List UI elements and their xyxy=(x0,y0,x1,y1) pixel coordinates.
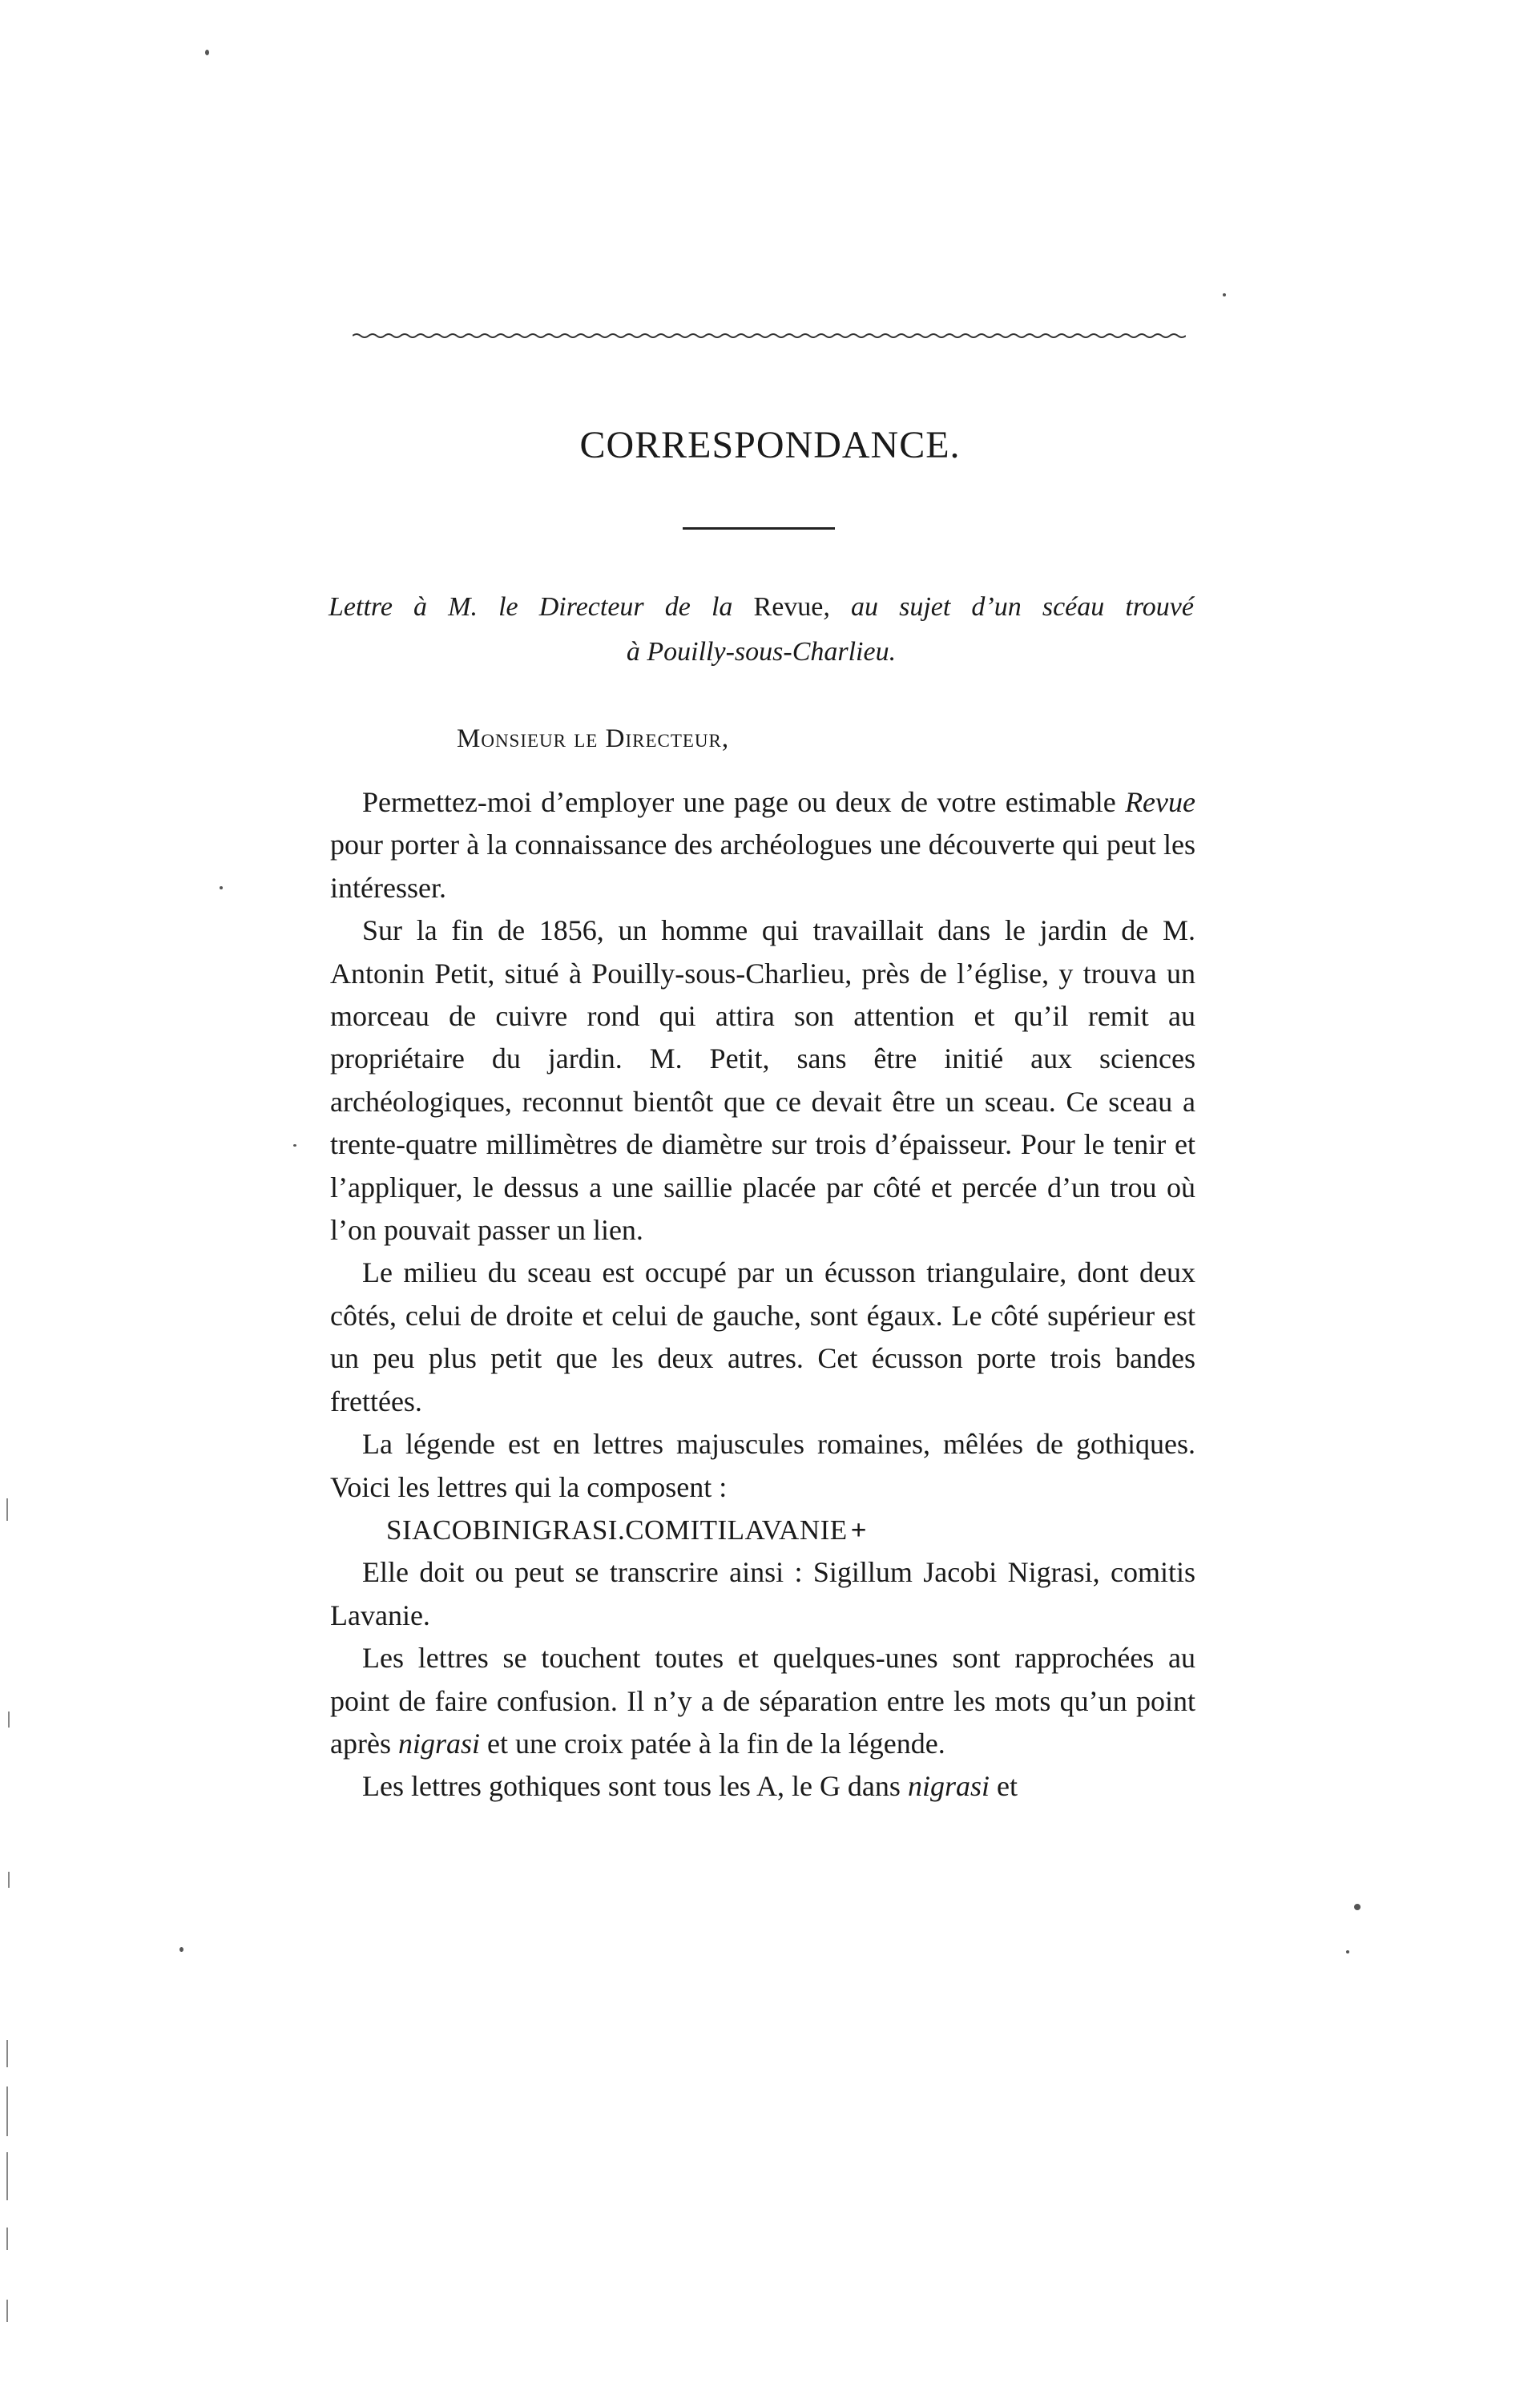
margin-mark xyxy=(6,2228,8,2250)
paragraph xyxy=(330,1637,1195,1765)
paragraph-text: Permettez-moi d’employer une page ou deux de votre estimable xyxy=(362,786,1126,818)
paragraph xyxy=(330,1423,1195,1509)
paragraph-text: Le milieu du sceau est occupé par un écusson triangulaire, dont deux côtés, celui de droite et celui de gauche, sont égaux. Le côté supérieur est un peu plus petit que les deux autres. Cet écusson porte trois bandes frettées. xyxy=(330,1256,1195,1417)
margin-mark xyxy=(6,2152,8,2200)
paragraph-text: Sur la fin de 1856, un homme qui travaillait dans le jardin de M. Antonin Petit, situé à Pouilly-sous-Charlieu, près de l’église, y trouva un morceau de cuivre rond qui attira son attention et qu’il remit au propriétaire du jardin. M. Petit, sans être initié aux sciences archéologiques, reconnut bientôt que ce devait être un sceau. Ce sceau a trente-quatre millimètres de diamètre sur trois d’épaisseur. Pour le tenir et l’appliquer, le dessus a une saillie placée par côté et percée d’un trou où l’on pouvait passer un lien. xyxy=(330,914,1195,1247)
cross-patee-icon: + xyxy=(850,1514,868,1546)
paragraph xyxy=(330,909,1195,1252)
paragraph-text-italic: nigrasi xyxy=(397,1727,480,1760)
margin-mark xyxy=(6,2300,8,2322)
paragraph xyxy=(330,1765,1195,1808)
paragraph-text: et une croix patée à la fin de la légende. xyxy=(480,1727,945,1760)
letter-heading xyxy=(329,585,1194,675)
page-title: CORRESPONDANCE. xyxy=(579,424,961,466)
scan-speck xyxy=(1346,1950,1349,1953)
paragraph-text-italic: Revue xyxy=(1125,786,1195,818)
paragraph xyxy=(330,781,1195,909)
margin-mark xyxy=(6,1498,8,1521)
paragraph-text: Les lettres gothiques sont tous les A, le G dans xyxy=(362,1770,908,1803)
top-wavy-rule xyxy=(353,332,1186,340)
title-rule xyxy=(683,527,835,530)
paragraph-text-italic: nigrasi xyxy=(907,1770,990,1803)
margin-mark xyxy=(6,2086,8,2136)
heading-part: Lettre à M. le Directeur de la xyxy=(329,592,754,622)
paragraph xyxy=(330,1252,1195,1423)
paragraph-text: Elle doit ou peut se transcrire ainsi : Sigillum Jacobi Nigrasi, comitis Lavanie. xyxy=(330,1556,1195,1631)
scan-speck xyxy=(1354,1904,1361,1910)
scan-speck xyxy=(179,1947,183,1952)
margin-mark xyxy=(8,1872,10,1888)
seal-inscription xyxy=(330,1509,1195,1551)
scan-speck xyxy=(1223,293,1226,296)
letter-heading-line1 xyxy=(329,585,1194,630)
salutation: Monsieur le Directeur, xyxy=(457,724,730,753)
paragraph xyxy=(330,1551,1195,1637)
scan-speck xyxy=(293,1144,296,1147)
paragraph-text: Les lettres se touchent toutes et quelques-unes sont rapprochées au point de faire confusion. Il n’y a de séparation entre les mots qu’un point après xyxy=(330,1642,1195,1760)
letter-body xyxy=(330,781,1195,1808)
letter-heading-line2: à Pouilly-sous-Charlieu. xyxy=(626,637,897,667)
heading-part: , au sujet d’un scéau trouvé xyxy=(823,592,1194,622)
paragraph-text: et xyxy=(989,1770,1018,1803)
inscription-text: SIACOBINIGRASI.COMITILAVANIE xyxy=(386,1514,848,1546)
paragraph-text: La légende est en lettres majuscules romaines, mêlées de gothiques. Voici les lettres qui la composent : xyxy=(330,1428,1195,1503)
scan-speck xyxy=(205,50,209,55)
heading-part-revue: Revue xyxy=(753,592,824,622)
paragraph-text: pour porter à la connaissance des archéologues une découverte qui peut les intéresser. xyxy=(330,829,1195,904)
margin-mark xyxy=(8,1712,10,1728)
scan-speck xyxy=(220,886,223,889)
margin-mark xyxy=(6,2040,8,2067)
